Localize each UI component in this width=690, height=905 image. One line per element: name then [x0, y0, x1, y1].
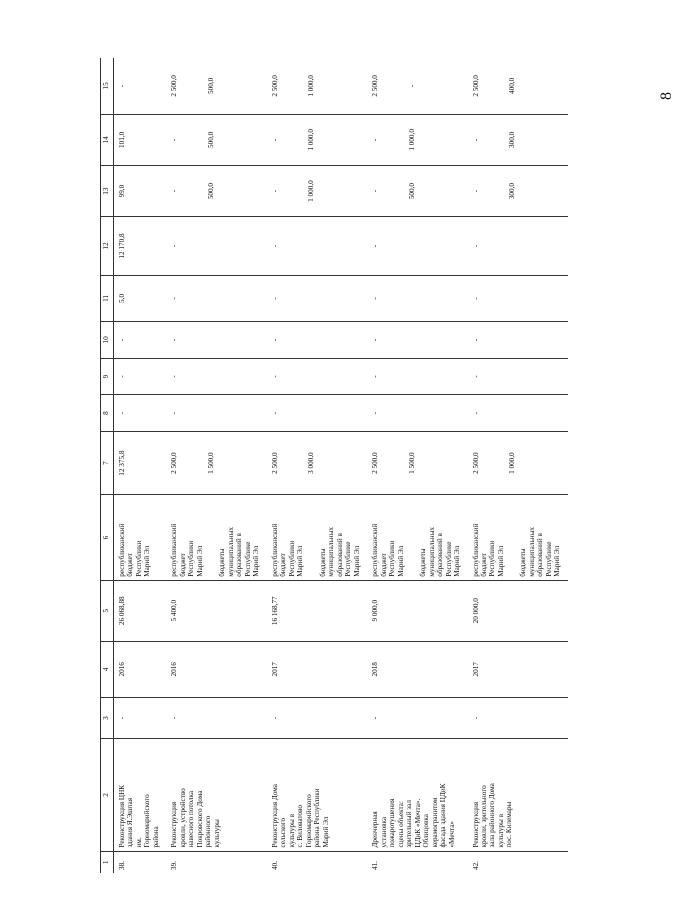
row-number: 38. [118, 861, 126, 870]
col13 [114, 165, 167, 216]
funding-source-line: Марий Эл [143, 545, 152, 577]
funding-source-line: Республики [488, 540, 497, 577]
col15 [267, 58, 367, 114]
column-header-15: 15 [101, 58, 114, 114]
spacer [279, 169, 293, 213]
col3-value: - [367, 697, 467, 738]
spacer [380, 435, 394, 491]
col14 [367, 114, 467, 165]
column-header-9: 9 [101, 358, 114, 395]
col14-value: - [170, 138, 179, 142]
funding-source-line: бюджет [379, 553, 388, 577]
column-header-10: 10 [101, 322, 114, 359]
col3-value: - [166, 697, 266, 738]
col11: - [166, 275, 266, 321]
col14-value: 300,0 [507, 131, 516, 148]
object-name-cell [468, 739, 568, 851]
funding-source-line: Марий Эл [296, 545, 305, 577]
col15-value: 2 500,0 [270, 75, 279, 97]
funding-source-line: республиканский [270, 523, 279, 577]
spacer [494, 118, 508, 162]
funding-source-line: Марий Эл [352, 545, 361, 577]
col13-value: 1 000,0 [307, 180, 316, 202]
object-name-line: культуры в [287, 814, 296, 848]
object-name-line: Дренчерная [371, 811, 380, 848]
object-name-line: Реконструкция Дома [270, 784, 279, 848]
col3-value: - [267, 697, 367, 738]
funding-source-line: муниципальных [527, 526, 536, 577]
col7 [114, 431, 167, 494]
col14-value: 101,0 [118, 131, 126, 148]
table-row [114, 58, 167, 873]
funding-source-line: муниципальных [327, 526, 336, 577]
spacer [279, 61, 293, 111]
col15-value: 1 000,0 [307, 75, 316, 97]
funding-source-cell [166, 495, 266, 580]
object-name-line: Горномарийского [304, 794, 313, 848]
funding-source-line: Марий Эл [252, 545, 261, 577]
funding-source-line: образований в [536, 533, 545, 577]
column-header-3: 3 [101, 697, 114, 738]
spacer [179, 435, 193, 491]
funding-source-line: республиканский [170, 523, 179, 577]
col8: - [166, 395, 266, 432]
table-row [166, 58, 266, 873]
col9: - [267, 358, 367, 395]
spacer [293, 118, 307, 162]
spacer [179, 61, 193, 111]
funding-source-line: Республике [544, 541, 553, 577]
funding-source-line: Марий Эл [396, 545, 405, 577]
object-name-line: пожаротушения [388, 798, 397, 848]
col15 [468, 58, 568, 114]
col14 [267, 114, 367, 165]
col14-value: 500,0 [206, 131, 215, 148]
funding-source-line: Республике [444, 541, 453, 577]
funding-source-line: бюджет [178, 553, 187, 577]
object-name-line: кровли, зрительного [479, 785, 488, 848]
column-header-4: 4 [101, 641, 114, 697]
spacer [293, 61, 307, 111]
col13-value: - [170, 189, 179, 193]
object-name-cell [114, 739, 167, 851]
object-name-line: Облицовка [422, 814, 431, 848]
column-header-12: 12 [101, 217, 114, 276]
col12: 12 170,8 [114, 217, 167, 276]
col15-value: 2 500,0 [371, 75, 380, 97]
row-number: 40. [270, 861, 279, 870]
funding-source-line: Марий Эл [453, 545, 462, 577]
year-cell: 2016 [114, 641, 167, 697]
spacer [380, 169, 394, 213]
funding-source-line: республиканский [118, 523, 126, 577]
col3-value: - [114, 697, 167, 738]
year-cell: 2017 [468, 641, 568, 697]
col12: - [166, 217, 266, 276]
col13-value: 99,0 [118, 184, 126, 198]
funding-source-line: бюджеты [318, 548, 327, 577]
spacer [480, 435, 494, 491]
spacer [480, 61, 494, 111]
col11: 5,0 [114, 275, 167, 321]
funding-source-cell [267, 495, 367, 580]
column-header-13: 13 [101, 165, 114, 216]
object-name-line: Марий Эл [321, 816, 330, 848]
col13 [166, 165, 266, 216]
funding-source-line: Марий Эл [195, 545, 204, 577]
funding-source-line: бюджеты [218, 548, 227, 577]
row-number: 39. [170, 861, 179, 870]
spacer [380, 61, 394, 111]
cost-cell: 26 068,88 [114, 580, 167, 641]
column-header-14: 14 [101, 114, 114, 165]
col14 [468, 114, 568, 165]
object-name-line: Горномарийского [143, 794, 152, 848]
col3-value: - [468, 697, 568, 738]
col13-value: 300,0 [507, 183, 516, 200]
object-name-line: Реконструкция [471, 801, 480, 848]
funding-source-line: бюджет [126, 553, 135, 577]
col13-value: - [471, 189, 480, 193]
funding-source-line: Республики [388, 540, 397, 577]
header-row [101, 58, 114, 873]
col7-value: 1 000,0 [507, 452, 516, 474]
year-cell: 2018 [367, 641, 467, 697]
col15 [114, 58, 167, 114]
col13 [468, 165, 568, 216]
spacer [380, 118, 394, 162]
funding-source-line: бюджеты [519, 548, 528, 577]
funding-source-cell [468, 495, 568, 580]
col15-value: 2 500,0 [170, 75, 179, 97]
col13-value: 500,0 [206, 183, 215, 200]
column-header-6: 6 [101, 495, 114, 580]
cost-cell: 16 168,77 [267, 580, 367, 641]
col7-value: 2 500,0 [371, 452, 380, 474]
object-name-line: зрительный зал [405, 800, 414, 848]
object-name-line: Покровского Дома [195, 790, 204, 848]
col9: - [367, 358, 467, 395]
col14 [114, 114, 167, 165]
object-name-line: района [151, 826, 160, 848]
investment-table [100, 58, 568, 873]
col11: - [267, 275, 367, 321]
col14-value: - [471, 138, 480, 142]
col10: - [468, 322, 568, 359]
funding-source-line: Республики [187, 540, 196, 577]
object-name-line: им. [134, 837, 143, 848]
col7-value: 2 500,0 [170, 452, 179, 474]
col13 [367, 165, 467, 216]
spacer [279, 118, 293, 162]
object-name-line: культуры [212, 819, 221, 848]
col13-value: 500,0 [407, 183, 416, 200]
page-number: 8 [658, 92, 675, 100]
col14-value: - [371, 138, 380, 142]
funding-source-line: образований в [335, 533, 344, 577]
spacer [394, 118, 408, 162]
col10: - [114, 322, 167, 359]
col11: - [468, 275, 568, 321]
funding-source-line: бюджет [479, 553, 488, 577]
funding-source-line: Республике [243, 541, 252, 577]
funding-source-cell [114, 495, 167, 580]
col7-value: 1 500,0 [407, 452, 416, 474]
object-name-line: фасада здания ЦДиК [439, 783, 448, 848]
column-header-1: 1 [101, 851, 114, 873]
col15 [367, 58, 467, 114]
col13-value: - [270, 189, 279, 193]
col8: - [367, 395, 467, 432]
col10: - [166, 322, 266, 359]
object-name-line: района Республики [313, 788, 322, 848]
funding-source-line: республиканский [371, 523, 380, 577]
object-name-line: пос. Килемары [505, 801, 514, 848]
spacer [293, 169, 307, 213]
object-name-line: здания Я.Эшпая [126, 797, 135, 848]
funding-source-line: Республике [344, 541, 353, 577]
rotated-table-container [100, 58, 690, 873]
col14-value: - [270, 138, 279, 142]
col7 [367, 431, 467, 494]
col15-value: 400,0 [507, 77, 516, 94]
col7-value: 12 375,8 [118, 450, 126, 476]
object-name-line: «Мечта» [447, 821, 456, 848]
col14-value: 1 000,0 [407, 129, 416, 151]
col9: - [166, 358, 266, 395]
spacer [204, 498, 218, 576]
col10: - [367, 322, 467, 359]
spacer [305, 498, 319, 576]
spacer [494, 435, 508, 491]
spacer [179, 118, 193, 162]
table-row [468, 58, 568, 873]
year-cell: 2016 [166, 641, 266, 697]
col7-value: 2 500,0 [471, 452, 480, 474]
spacer [394, 169, 408, 213]
spacer [394, 435, 408, 491]
spacer [179, 169, 193, 213]
object-name-line: культуры в [496, 814, 505, 848]
cost-cell: 9 000,0 [367, 580, 467, 641]
col15-value: 2 500,0 [471, 75, 480, 97]
object-name-line: установка [379, 816, 388, 848]
col8: - [267, 395, 367, 432]
spacer [480, 118, 494, 162]
col7-value: 1 500,0 [206, 452, 215, 474]
spacer [193, 169, 207, 213]
col8: - [114, 395, 167, 432]
table-row [267, 58, 367, 873]
spacer [394, 61, 408, 111]
object-name-line: Реконструкция [170, 801, 179, 848]
funding-source-line: бюджет [279, 553, 288, 577]
table-body [114, 58, 568, 873]
col7 [267, 431, 367, 494]
object-name-line: сцены объекта: [396, 801, 405, 848]
spacer [193, 118, 207, 162]
column-header-11: 11 [101, 275, 114, 321]
row-number: 42. [471, 861, 480, 870]
col10: - [267, 322, 367, 359]
col12: - [367, 217, 467, 276]
spacer [405, 498, 419, 576]
funding-source-line: муниципальных [427, 526, 436, 577]
spacer [279, 435, 293, 491]
col12: - [267, 217, 367, 276]
col14 [166, 114, 266, 165]
funding-source-line: Марий Эл [553, 545, 562, 577]
col7 [468, 431, 568, 494]
spacer [505, 498, 519, 576]
object-name-line: Реконструкция ЦНК [118, 784, 126, 848]
col7 [166, 431, 266, 494]
cost-cell: 5 400,0 [166, 580, 266, 641]
funding-source-line: образований в [235, 533, 244, 577]
spacer [193, 61, 207, 111]
column-header-5: 5 [101, 580, 114, 641]
col9: - [114, 358, 167, 395]
funding-source-line: муниципальных [226, 526, 235, 577]
col12: - [468, 217, 568, 276]
col13-value: - [371, 189, 380, 193]
col14-value: 1 000,0 [307, 129, 316, 151]
object-name-cell [166, 739, 266, 851]
row-number: 41. [371, 861, 380, 870]
spacer [494, 169, 508, 213]
funding-source-line: Республики [134, 540, 143, 577]
col13 [267, 165, 367, 216]
col15-value: - [407, 84, 416, 88]
col7-value: 3 000,0 [307, 452, 316, 474]
col11: - [367, 275, 467, 321]
spacer [494, 61, 508, 111]
spacer [293, 435, 307, 491]
object-name-line: навесного потолка [187, 790, 196, 848]
funding-source-line: республиканский [471, 523, 480, 577]
object-name-line: с. Виловатово [296, 805, 305, 848]
spacer [193, 435, 207, 491]
col15 [166, 58, 266, 114]
object-name-line: ЦДиК «Мечта». [413, 798, 422, 848]
object-name-line: сельского [279, 817, 288, 848]
spacer [480, 169, 494, 213]
object-name-line: районного [204, 815, 213, 848]
funding-source-line: образований в [436, 533, 445, 577]
object-name-line: зала районного Дома [488, 783, 497, 848]
column-header-2: 2 [101, 739, 114, 851]
col9: - [468, 358, 568, 395]
column-header-8: 8 [101, 395, 114, 432]
object-name-line: кровли, устройство [178, 788, 187, 848]
object-name-line: керамогранитом [430, 797, 439, 848]
year-cell: 2017 [267, 641, 367, 697]
cost-cell: 20 000,0 [468, 580, 568, 641]
col15-value: 500,0 [206, 77, 215, 94]
object-name-cell [267, 739, 367, 851]
col8: - [468, 395, 568, 432]
column-header-7: 7 [101, 431, 114, 494]
col7-value: 2 500,0 [270, 452, 279, 474]
funding-source-cell [367, 495, 467, 580]
funding-source-line: Республики [287, 540, 296, 577]
col15-value: - [118, 84, 126, 88]
object-name-cell [367, 739, 467, 851]
funding-source-line: бюджеты [419, 548, 428, 577]
table-row [367, 58, 467, 873]
funding-source-line: Марий Эл [496, 545, 505, 577]
